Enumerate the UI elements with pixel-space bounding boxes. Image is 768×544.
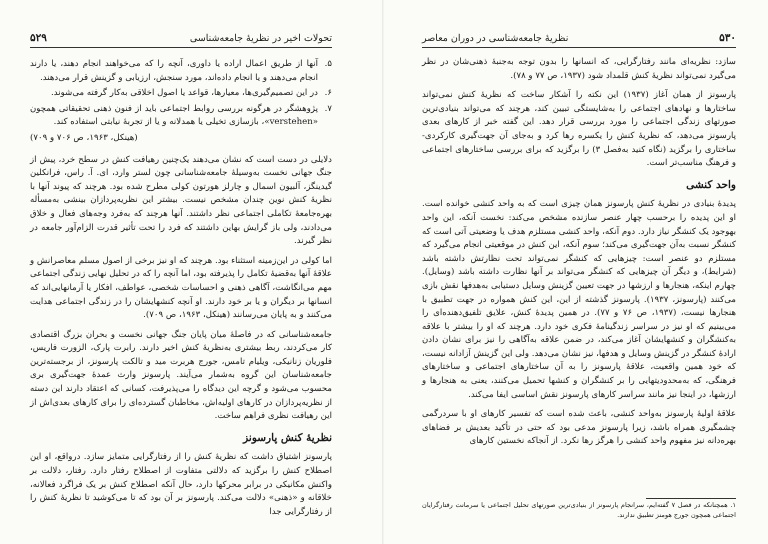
list-number: ۶. — [324, 88, 332, 99]
list-text: در این تصمیم‌گیری‌ها، معیارها، قواعد یا اصول اخلاقی به‌کار گرفته می‌شوند. — [51, 88, 318, 99]
section-heading: واحد کنشی — [686, 178, 736, 191]
list-text: پژوهشگر در هرگونه بررسی روابط اجتماعی باید از فنون ذهنی تحقیقاتی همچون «verstehen»، بازسازی تخیلی یا همدلانه و یا از تجربهٔ نیابتی استفاده کند. — [30, 103, 318, 128]
header-rule — [422, 47, 736, 48]
footnote-rule — [646, 498, 736, 499]
right-body — [422, 56, 736, 455]
page-header — [422, 30, 736, 44]
section-heading: نظریهٔ کنش پارسونز — [243, 431, 332, 444]
left-body — [30, 58, 332, 525]
citation: (هینکل، ۱۹۶۳، ص ۷۰۶ و ۷۰۹) — [30, 132, 138, 143]
page-header — [30, 30, 332, 44]
header-title: نظریهٔ جامعه‌شناسی در دوران معاصر — [422, 33, 569, 44]
paragraph: پارسونز اشتیاق داشت که نظریهٔ کنش را از رفتارگرایی متمایز سازد. درواقع، او این اصطلاح کنش را برگزید که دلالتی متفاوت از اصطلاح رفتار دارد. رفتار، دلالت بر واکنش مکانیکی در برابر محرکها دارد، حال آنکه اصطلاح کنش بر یک فراگرد فعالانه، خلاقانه و «ذهنی» دلالت می‌کند. پارسونز بر آن بود که تا می‌کوشید تا نظریهٔ کنش را از رفتارگرایی جدا — [30, 452, 332, 517]
list-number: ۷. — [324, 103, 332, 114]
paragraph: پدیدهٔ بنیادی در نظریهٔ کنش پارسونز همان چیزی است که به‌ واحد کنشی خوانده است. او این پدیده را برحسب چهار عنصر سازنده مشخص می‌کند: نخست آنکه، این واحد بهوجود یک کنشگر نیاز دارد. دوم آنکه، واحد کنشی مستلزم هدف یا وضعیتی آتی است که کنشگر نسبت به‌آن جهت‌گیری می‌کند؛ سوم آنکه، این کنش در موقعیتی انجام می‌گیرد که مستلزم دو عنصر است: چیزهایی که کنشگر نمی‌تواند تحت نظارتش داشته باشد (شرایط)، و دیگر آن چیزهایی که کنشگر می‌تواند بر آنها نظارت داشته باشد (وسایل). چهارم اینکه، هنجارها و ارزشها در جهت تعیین گزینش وسایل دستیابی به‌هدفها نقش بازی می‌کنند (پارسونز، ۱۹۳۷). پارسونز گذشته از این، این کنش همواره در جهت تطبیق با هنجارها نیست، (۱۹۳۷، ص ۷۶ و ۷۷). در همین پدیدهٔ کنش، علایق تلفیق‌دهنده‌ای را می‌بینیم که او نیز در سراسر زندگینامهٔ فکری خود دارد. هرچند که او را بیشتر با علاقه به‌کنشگران و کنشهایشان آغاز می‌کند، در ضمن علاقه به‌آگاهی را نیز برای نشان دادن ارادهٔ کنشگر در گزینش وسایل و هدفها، نیز نشان می‌دهد. ولی این گزینش آزادانه نیست، که خود همین واقعیت، علاقهٔ پارسونز را به‌ آن ساختارهای اجتماعی و ساختارهای فرهنگی، که به‌محدودیتهایی را بر کنشگران و کنشها تحمیل می‌کنند، یعنی به هنجارها و ارزشها، در اینجا نیز مانند سراسر کارهای پارسونز نقش اساسی ایفا می‌کند. — [422, 199, 736, 400]
list-item — [30, 58, 332, 85]
list-item — [30, 103, 332, 130]
paragraph: سازد: نظریه‌ای مانند رفتارگرایی، که انسانها را بدون توجه به‌جنبهٔ ذهنی‌شان در نظر می‌گیرد نمی‌تواند نظریهٔ کنش قلمداد شود (۱۹۳۷، ص ۷۷ و ۷۸). — [422, 57, 736, 81]
numbered-list — [30, 58, 332, 130]
paragraph: علاقهٔ اولیهٔ پارسونز به‌واحد کنشی، باعث شده است که تفسیر کارهای او با سردرگمی چشمگیری همراه باشد، زیرا پارسونز مدعی بود که حتی در تأکید بعدیش بر فضاهای بهره‌دانه نیز مفهوم واحد کنشی را هرگز رها نکرد. از آنجاکه نخستین کارهای — [422, 409, 736, 447]
list-number: ۵. — [324, 59, 332, 69]
list-text: آنها از طریق اعمال اراده یا داوری، آنچه را که می‌خواهند انجام دهند، یا دارند انجام می‌دهند و یا انجام داده‌اند، مورد سنجش، ارزیابی و گزینش قرار می‌دهند. — [30, 59, 318, 83]
right-page — [384, 0, 768, 544]
paragraph: پارسونز از همان آغاز (۱۹۳۷) این نکته را آشکار ساخت که نظریهٔ کنش نمی‌تواند ساختارها و نهادهای اجتماعی را به‌شایستگی تبیین کند، هرچند که می‌تواند بنیادی‌ترین صورتهای زندگی اجتماعی را مورد بررسی قرار دهد. این گفته خبر از کارهای بعدی پارسونز می‌دهد، که نظریهٔ کنش را یکسره رها کرد و به‌جای آن جهت‌گیری کارکردی-ساختاری را برگزید (نگاه کنید به‌فصل ۳) را برگزید که برای بررسی ساختارهای اجتماعی و فرهنگ مناسب‌تر است. — [422, 90, 736, 169]
paragraph: دلایلی در دست است که نشان می‌دهند یک‌چنین رهیافت کنش در سطح خرد، پیش از جنگ جهانی نخست به‌وسیلهٔ جامعه‌شناسانی چون لستر وارد، ای. آ. راس، فرانکلین گیدینگز، آلبیون اسمال و چارلز هورتون کولی مطرح شده بود. هرچند که پیوند آنها با نظریهٔ کنش نوین چندان مشخص نیست. بیشتر این نظریه‌پردازان بینشی به‌مسأله بهره‌جامعهٔ تکاملی اجتماعی نظر داشتند. آنها هرچند که به‌فرد وجه‌های فعال و خلاق می‌دادند، ولی باز گرایش بهاین داشتند که فرد را تحت تأثیر قدرت الزام‌آور جامعه در نظر گیرند. — [30, 154, 332, 247]
paragraph: اما کولی در این‌زمینه استثناء بود. هرچند که او نیز برخی از اصول مسلم معاصرانش و علاقهٔ آنها به‌قضیهٔ تکامل را پذیرفته بود، اما آنچه را که در تحلیل نهایی زندگی اجتماعی مهم می‌انگاشت، آگاهی ذهنی و احساسات شخصی، عواطف، افکار یا آرمانهایی‌اند که انسانها بر دیگران و یا بر خود دارند. او آنچه کنشهایشان را در زندگی اجتماعی هدایت می‌کنند و به پایان می‌رسانند (هینکل، ۱۹۶۳، ص ۷۰۹). — [30, 255, 332, 321]
header-title: تحولات اخیر در نظریهٔ جامعه‌شناسی — [189, 33, 332, 44]
header-rule — [30, 47, 332, 48]
page-number: ۵۲۹ — [30, 32, 47, 44]
page-number: ۵۳۰ — [719, 32, 736, 44]
paragraph: جامعه‌شناسانی که در فاصلهٔ میان پایان جنگ جهانی نخست و بحران بزرگ اقتصادی کار می‌کردند، ربط بیشتری به‌نظریهٔ کنش اخیر دارند. رابرت پارک، الزورت فاریس، فلوریان زنانیکی، ویلیام تامس، جورج هربرت مید و تالکت پارسونز، از برجسته‌ترین جامعه‌شناسان این گروه به‌شمار می‌آیند. پارسونز وارث عمدهٔ جهت‌گیری بری محسوب می‌شود و گرچه این دیدگاه را می‌پذیرفت، کسانی که اعتقاد دارند این دسته از نظریه‌پردازان در کارهای اولیه‌اش، مخاطبان گسترده‌ای را برای کارهای بعدی‌اش از این رهیافت نظری فراهم ساخت. — [30, 329, 332, 422]
list-item — [30, 87, 332, 101]
footnote: ۱. همچنانکه در فصل ۷ گفته‌ایم، سرانجام پارسونز از بنیادی‌ترین صورتهای تحلیل اجتماعی یا سرمانت رفتارگرایان اجتماعی همچون جورج هومنز تطبیق ندارند. — [422, 501, 736, 519]
